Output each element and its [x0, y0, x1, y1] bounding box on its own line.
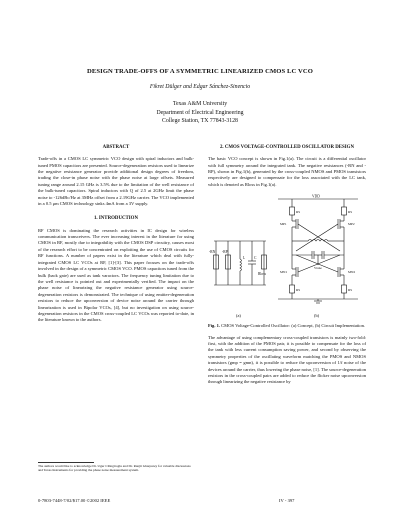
label-rs-top-left: RS — [296, 210, 301, 215]
section2-heading: 2. CMOS VOLTAGE-CONTROLLED OSCILLATOR DESIGN — [219, 145, 354, 150]
label-b: (b) — [314, 313, 320, 319]
caption-text: CMOS Voltage-Controlled Oscillator: (a) Concept, (b) Circuit Implementation. — [220, 323, 366, 329]
label-mp2: MP2 — [348, 222, 355, 227]
affiliation-university: Texas A&M University — [172, 101, 228, 107]
figure-1 — [208, 193, 366, 323]
label-rn: -RN — [209, 250, 216, 255]
left-column — [38, 145, 194, 324]
page-number: IV - 397 — [279, 498, 295, 503]
footer-isbn: 0-7803-7448-7/02/$17.00 ©2002 IEEE — [38, 498, 111, 503]
label-a: (a) — [236, 313, 241, 319]
affiliation-address: College Station, TX 77843-3128 — [162, 118, 238, 125]
label-mn1: MN1 — [280, 270, 288, 275]
label-vtune: Vtune — [314, 266, 322, 271]
label-rs-top-right: RS — [348, 210, 353, 215]
footnote-rule — [38, 462, 94, 463]
abstract-heading: ABSTRACT — [102, 145, 130, 150]
label-rloss: Rloss — [258, 272, 266, 277]
circuit-diagram — [208, 193, 366, 321]
label-rs-bottom-right: RS — [348, 288, 353, 293]
introduction-heading: 1. INTRODUCTION — [93, 216, 139, 222]
label-mn2: MN2 — [348, 270, 356, 275]
right-column — [208, 145, 366, 386]
paper-title: DESIGN TRADE-OFFS OF A SYMMETRIC LINEARIZED CMOS LC VCO — [87, 68, 313, 75]
label-l: L — [243, 256, 246, 261]
section2-text: The basic VCO concept is shown in Fig.1(a). The circuit is a differential oscillator with full symmetry around the integrated tank. The negative resistances (-RN and -RP), shown in Fig.1(b), generated by the cross-coupled NMOS and PMOS transistors respectively are designed to compensate for the loss associated with the LC tank, which is denoted as Rloss in Fig.1(a). — [208, 156, 366, 187]
affiliation-department: Department of Electrical Engineering — [156, 109, 244, 116]
paper-authors: Fikret Dülger and Edgar Sánchez-Sinencio — [149, 84, 251, 90]
label-rs-bottom-left: RS — [296, 288, 301, 293]
label-mp1: MP1 — [280, 222, 287, 227]
introduction-paragraph: RF CMOS is dominating the research activities in IC design for wireless communication transceivers. The ever increasing interest in the literature for using CMOS in RF, mostly due to integrability with the CMOS DSP circuitry, causes most of the research effort to be concentrated on exploiting the use of CMOS circuits for RF functions. A number of papers exist in the literature which deal with fully-integrated CMOS LC VCOs at RF, [1]-[3]. This paper focuses on the trade-offs involved in the design of a symmetric CMOS VCO. PMOS capacitors tuned from the bulk (back gate) are used as tank varactors. The frequency tuning limitation due to the well resistance is pointed out and experimentally verified. The impact on the phase noise of linearizing the negative resistance generator using source-degeneration resistors is demonstrated. The technique of using emitter-degeneration resistors to reduce the upconversion of device noise around the carrier through linearization is used in Bipolar VCOs, [4], but no investigation on using source-degeneration resistors in the CMOS cross-coupled LC VCOs was reported to-date, in the literature known to the authors. — [38, 227, 194, 323]
circuit-implementation — [278, 195, 358, 319]
section2-continued-text: The advantage of using complementary cross-coupled transistors is mainly two-fold: first, with the addition of the PMOS pair, it is possible to compensate for the loss of the tank with less current consumption saving power, and second by observing the symmetry properties of the oscillating waveform matching the PMOS and NMOS transistors (gmp = gmn), it is possible to reduce the upconversion of 1/f noise of the devices around the carrier, thus lowering the phase noise, [1]. The source-degeneration resistors in the cross-coupled pairs are added to reduce the flicker noise upconversion through linearizing the negative resistance by — [208, 334, 366, 385]
concept-diagram — [209, 241, 267, 318]
caption-label: Fig. 1. — [208, 323, 220, 329]
footnote: The authors would like to acknowledge Dr. Ugur Cilingiroglu and Dr. Ranjit Gharpurey for valuable discussions and Texas Instruments for providing the phase noise measurement system. — [38, 464, 191, 473]
label-vdd: VDD — [312, 194, 320, 199]
figure-caption — [208, 323, 366, 329]
abstract-text: Trade-offs in a CMOS LC symmetric VCO design with spiral inductors and bulk-tuned PMOS capacitors are presented. Source-degeneration resistors used to linearize the negative resistance generator provide additional design degrees of freedom, trading the close-in phase noise with the phase noise at large offsets. Measured tuning range around 2.15 GHz is 3.5% due to the limitation of the well resistance of the bulk-tuned capacitors. Spiral inductors with Q of 2.5 at 2GHz limit the phase noise to -126dBc/Hz at 3MHz offset from a 2.19GHz carrier. The VCO implemented in a 0.5 μm CMOS technology sinks 4mA from a 3V supply. — [38, 156, 194, 207]
affiliation — [0, 100, 400, 126]
label-c: C — [254, 256, 257, 261]
label-rp: -RP — [222, 250, 228, 255]
